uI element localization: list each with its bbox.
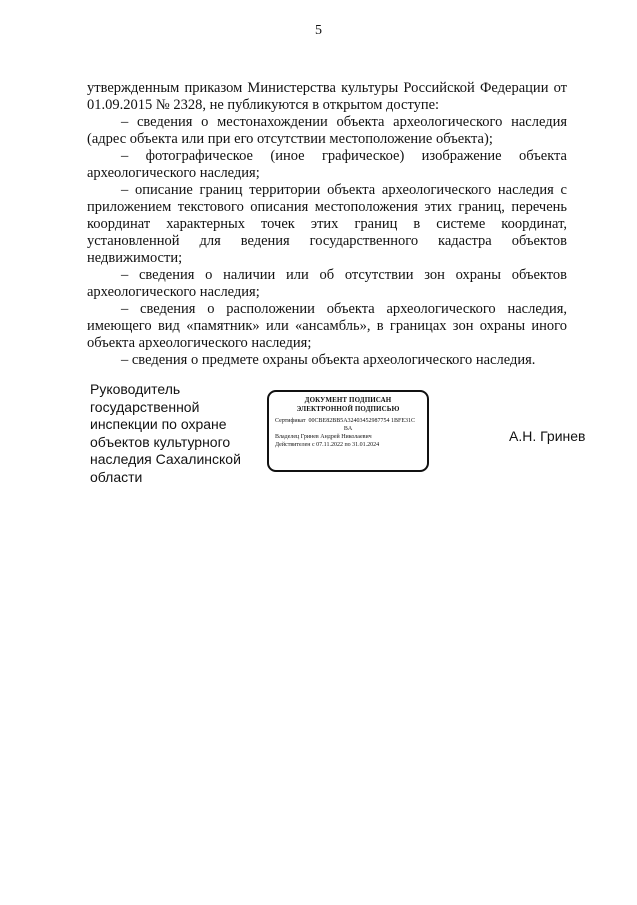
list-item-location: – сведения о местонахождении объекта археологического наследия (адрес объекта или при его отсутствии местоположение объекта); <box>87 114 567 147</box>
paragraph-intro: утвержденным приказом Министерства культуры Российской Федерации от 01.09.2015 № 2328, не публикуются в открытом доступе: <box>87 80 567 113</box>
signer-line: Руководитель <box>90 381 181 397</box>
signer-line: инспекции по охране <box>90 416 227 432</box>
signer-line: объектов культурного <box>90 433 231 450</box>
stamp-certificate-label: Сертификат <box>275 418 306 424</box>
signer-name: А.Н. Гринев <box>509 428 586 444</box>
list-item-protection-subject: – сведения о предмете охраны объекта археологического наследия. <box>121 352 536 368</box>
signer-line: области <box>90 468 143 485</box>
signer-position <box>90 381 265 486</box>
signer-line: наследия Сахалинской <box>90 451 241 467</box>
stamp-validity: Действителен с 07.11.2022 по 31.01.2024 <box>275 442 380 448</box>
stamp-owner: Владелец Гринев Андрей Николаевич <box>275 434 372 440</box>
list-item-protection-zones: – сведения о наличии или об отсутствии зон охраны объектов археологического наследия; <box>87 267 567 300</box>
stamp-certificate <box>275 417 421 425</box>
electronic-signature-stamp <box>267 390 429 472</box>
list-item-boundaries: – описание границ территории объекта археологического наследия с приложением текстового описания местоположения этих границ, перечень координат характерных точек этих границ в системе координат, установленной для ведения государственного кадастра объектов недвижимости; <box>87 182 567 266</box>
list-item-photo: – фотографическое (иное графическое) изображение объекта археологического наследия; <box>87 148 567 181</box>
document-body <box>87 80 567 369</box>
stamp-title-line2: ЭЛЕКТРОННОЙ ПОДПИСЬЮ <box>296 405 400 413</box>
stamp-certificate-number: 00CBE82BB5A32403452987754 1BFE31C <box>308 418 416 424</box>
stamp-title-line1: ДОКУМЕНТ ПОДПИСАН <box>304 396 392 404</box>
page-number: 5 <box>315 23 322 38</box>
list-item-location-in-zones: – сведения о расположении объекта археологического наследия, имеющего вид «памятник» или «ансамбль», в границах зон охраны иного объекта археологического наследия; <box>87 301 567 351</box>
signer-line: государственной <box>90 398 200 415</box>
stamp-certificate-tail: BA <box>343 426 353 432</box>
